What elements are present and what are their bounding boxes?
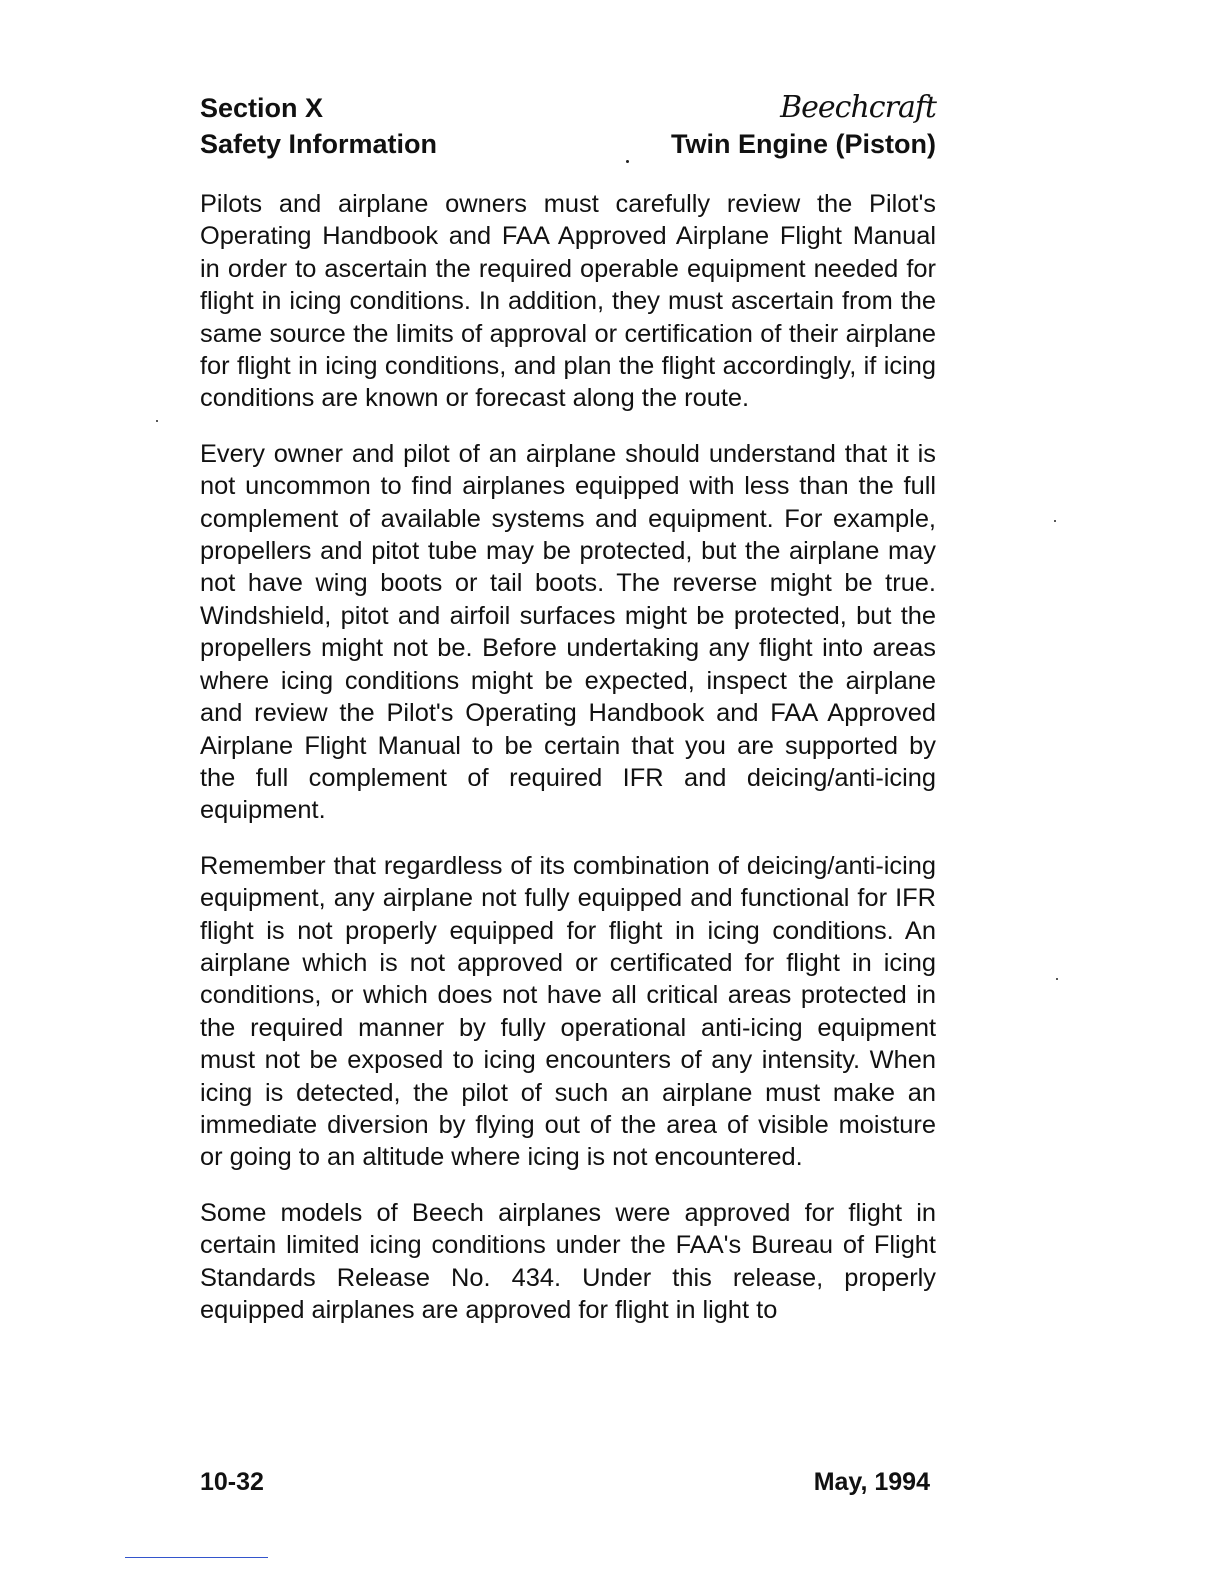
- paragraph: Some models of Beech airplanes were approved for flight in certain limited icing conditions under the FAA's Bureau of Flight Standards Release No. 434. Under this release, properly equipped airplanes are approved for flight in light to: [200, 1198, 936, 1324]
- scan-speck: [1056, 978, 1058, 980]
- section-header: [200, 90, 437, 162]
- scan-speck: [1054, 520, 1056, 522]
- scan-speck: [156, 420, 158, 422]
- footnote-rule: [125, 1557, 268, 1558]
- publication-subtitle: Twin Engine (Piston): [671, 129, 936, 159]
- revision-date: May, 1994: [813, 1468, 930, 1496]
- section-number: Section X: [200, 93, 324, 123]
- page-number: 10-32: [200, 1468, 264, 1496]
- paragraph: Every owner and pilot of an airplane should understand that it is not uncommon to find airplanes equipped with less than the full complement of available systems and equipment. For example, propellers and pitot tube may be protected, but the airplane may not have wing boots or tail boots. The reverse might be true. Windshield, pitot and airfoil surfaces might be protected, but the propellers might not be. Before undertaking any flight into areas where icing conditions might be expected, inspect the airplane and review the Pilot's Operating Handbook and FAA Approved Airplane Flight Manual to be certain that you are supported by the full complement of required IFR and deicing/anti-icing equipment.: [200, 439, 936, 825]
- scan-speck: [626, 160, 629, 163]
- brand-logo: Beechcraft: [780, 90, 936, 125]
- section-title: Safety Information: [200, 129, 438, 159]
- paragraph: Pilots and airplane owners must carefully review the Pilot's Operating Handbook and FAA Approved Airplane Flight Manual in order to ascertain the required operable equipment needed for flight in icing conditions. In addition, they must ascertain from the same source the limits of approval or certification of their airplane for flight in icing conditions, and plan the flight accordingly, if icing conditions are known or forecast along the route.: [200, 190, 936, 413]
- publication-header: [671, 90, 936, 162]
- paragraph: Remember that regardless of its combination of deicing/anti-icing equipment, any airplane not fully equipped and functional for IFR flight is not properly equipped for flight in icing conditions. An airplane which is not approved or certificated for flight in icing conditions, or which does not have all critical areas protected in the required manner by fully operational anti-icing equipment must not be exposed to icing encounters of any intensity. When icing is detected, the pilot of such an airplane must make an immediate diversion by flying out of the area of visible moisture or going to an altitude where icing is not encountered.: [200, 851, 936, 1172]
- body-text: [200, 188, 936, 1349]
